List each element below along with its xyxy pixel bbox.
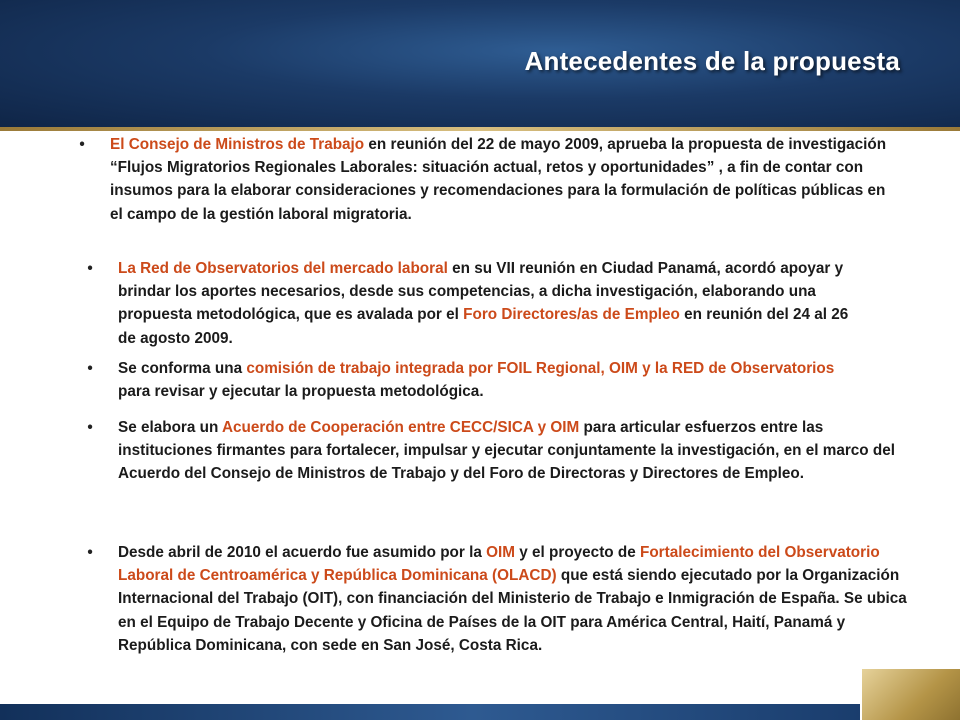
bullet-text <box>118 544 907 654</box>
bullet-item <box>87 357 863 403</box>
bullet-dot-icon: • <box>87 544 93 561</box>
body-text: para articular esfuerzos entre las instituciones firmantes para fortalecer, impulsar y ejecutar conjuntamente la investigación, en el marco del Acuerdo del Consejo de Ministros de Trabajo y del Foro de Directoras y Directores de Empleo. <box>118 419 895 483</box>
highlight-text: Acuerdo de Cooperación entre CECC/SICA y OIM <box>222 419 580 436</box>
bullet-dot-icon: • <box>87 419 93 436</box>
bullet-item <box>87 257 853 350</box>
bullet-item <box>79 133 890 226</box>
highlight-text: comisión de trabajo integrada por FOIL Regional, OIM y la RED de Observatorios <box>246 360 835 377</box>
slide-title: Antecedentes de la propuesta <box>524 46 900 76</box>
body-text: Se elabora un <box>118 419 222 436</box>
body-text: en su VII reunión en Ciudad Panamá, acordó apoyar y brindar los aportes necesarios, desde sus competencias, a dicha investigación, elaborando una propuesta metodológica, que es avalada por el <box>118 260 844 324</box>
bullet-text <box>118 260 848 347</box>
highlight-text: La Red de Observatorios del mercado laboral <box>118 260 448 277</box>
body-text: en reunión del 24 al 26 de agosto 2009. <box>118 306 849 347</box>
footer-bar <box>0 704 860 720</box>
body-text: que está siendo ejecutado por la Organización Internacional del Trabajo (OIT), con financiación del Ministerio de Trabajo e Inmigración de España. Se ubica en el Equipo de Trabajo Decente y Oficina de Países de la OIT para América Central, Haití, Panamá y República Dominicana, con sede en San José, Costa Rica. <box>118 567 907 654</box>
bullet-dot-icon: • <box>87 360 93 377</box>
footer-gold-accent <box>862 669 960 720</box>
bullet-item <box>87 541 908 657</box>
highlight-text: Foro Directores/as de Empleo <box>463 306 680 324</box>
body-text: y el proyecto de <box>515 544 640 561</box>
bullet-dot-icon: • <box>87 260 93 277</box>
body-text: para revisar y ejecutar la propuesta metodológica. <box>118 383 484 401</box>
bullet-item <box>87 416 898 486</box>
bullet-dot-icon: • <box>79 136 85 153</box>
highlight-text: OIM <box>486 544 516 561</box>
bullet-text <box>118 360 834 400</box>
highlight-text: El Consejo de Ministros de Trabajo <box>110 136 365 153</box>
highlight-text: Fortalecimiento del Observatorio Laboral de Centroamérica y República Dominicana (OLACD) <box>118 544 880 585</box>
bullet-text <box>110 136 886 223</box>
body-text: Se conforma una <box>118 360 247 377</box>
body-text: en reunión del 22 de mayo 2009, aprueba la propuesta de investigación “Flujos Migratorios Regionales Laborales: situación actual, retos y oportunidades” , a fin de contar con insumos para la elaborar consideraciones y recomendaciones para la formulación de políticas públicas en el campo de la gestión laboral migratoria. <box>110 136 887 223</box>
bullet-text <box>118 419 895 482</box>
body-text: Desde abril de 2010 el acuerdo fue asumido por la <box>118 544 487 561</box>
